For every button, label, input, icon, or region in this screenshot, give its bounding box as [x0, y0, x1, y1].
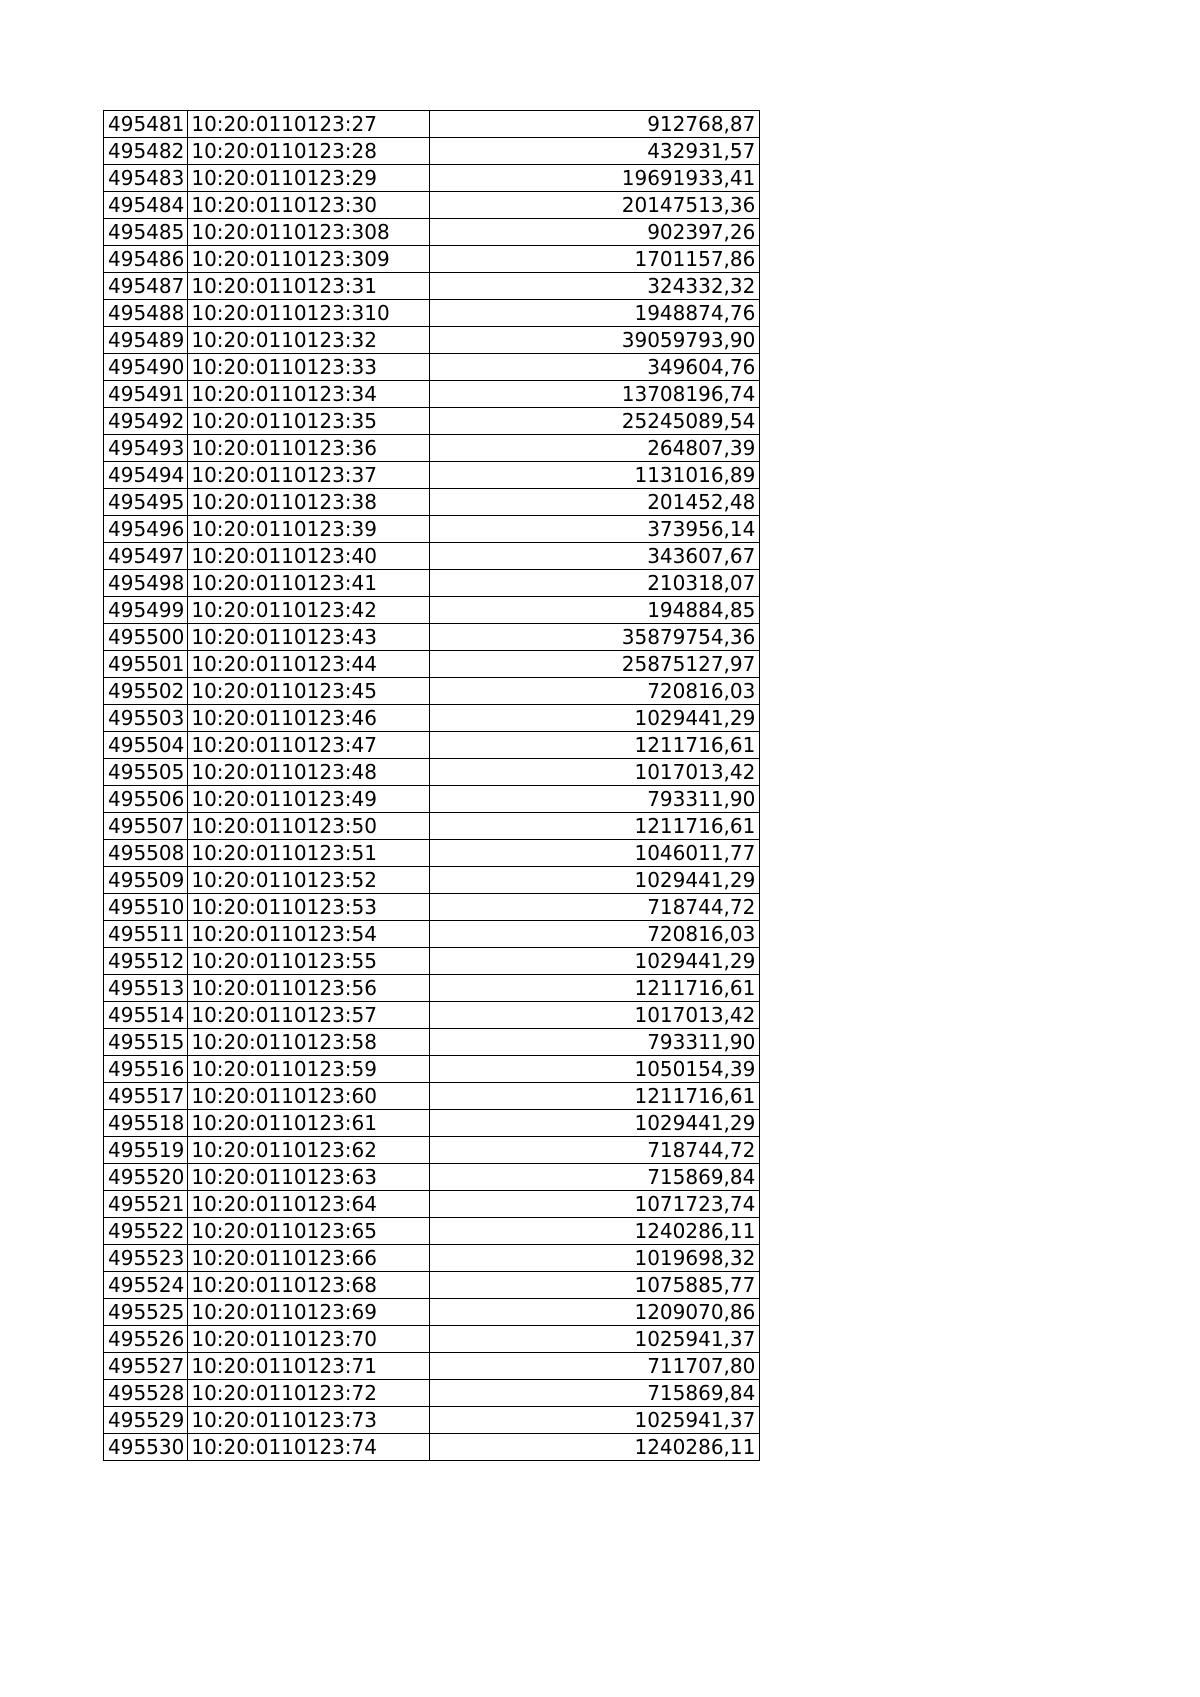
cadastral-number-cell: 10:20:0110123:36 [188, 435, 430, 462]
table-row [104, 597, 760, 624]
row-id-cell: 495500 [104, 624, 188, 651]
cadastral-number-cell: 10:20:0110123:35 [188, 408, 430, 435]
table-row [104, 975, 760, 1002]
cadastral-number-cell: 10:20:0110123:29 [188, 165, 430, 192]
row-id-cell: 495518 [104, 1110, 188, 1137]
table-body [104, 111, 760, 1461]
row-id-cell: 495497 [104, 543, 188, 570]
cadastral-number-cell: 10:20:0110123:72 [188, 1380, 430, 1407]
cadastral-number-cell: 10:20:0110123:53 [188, 894, 430, 921]
value-cell: 720816,03 [430, 921, 760, 948]
row-id-cell: 495519 [104, 1137, 188, 1164]
row-id-cell: 495529 [104, 1407, 188, 1434]
table-row [104, 624, 760, 651]
table-row [104, 1110, 760, 1137]
value-cell: 912768,87 [430, 111, 760, 138]
table-row [104, 1407, 760, 1434]
value-cell: 1240286,11 [430, 1434, 760, 1461]
table-row [104, 1380, 760, 1407]
cadastral-number-cell: 10:20:0110123:74 [188, 1434, 430, 1461]
value-cell: 1131016,89 [430, 462, 760, 489]
table-row [104, 516, 760, 543]
cadastral-number-cell: 10:20:0110123:50 [188, 813, 430, 840]
row-id-cell: 495528 [104, 1380, 188, 1407]
table-row [104, 165, 760, 192]
table-row [104, 111, 760, 138]
value-cell: 432931,57 [430, 138, 760, 165]
value-cell: 264807,39 [430, 435, 760, 462]
row-id-cell: 495504 [104, 732, 188, 759]
row-id-cell: 495481 [104, 111, 188, 138]
value-cell: 373956,14 [430, 516, 760, 543]
row-id-cell: 495492 [104, 408, 188, 435]
cadastral-number-cell: 10:20:0110123:37 [188, 462, 430, 489]
value-cell: 1029441,29 [430, 948, 760, 975]
cadastral-number-cell: 10:20:0110123:66 [188, 1245, 430, 1272]
row-id-cell: 495483 [104, 165, 188, 192]
table-row [104, 1245, 760, 1272]
row-id-cell: 495490 [104, 354, 188, 381]
table-row [104, 219, 760, 246]
cadastral-number-cell: 10:20:0110123:32 [188, 327, 430, 354]
value-cell: 793311,90 [430, 1029, 760, 1056]
cadastral-number-cell: 10:20:0110123:61 [188, 1110, 430, 1137]
table-row [104, 840, 760, 867]
row-id-cell: 495491 [104, 381, 188, 408]
cadastral-number-cell: 10:20:0110123:43 [188, 624, 430, 651]
cadastral-number-cell: 10:20:0110123:27 [188, 111, 430, 138]
row-id-cell: 495516 [104, 1056, 188, 1083]
table-row [104, 381, 760, 408]
cadastral-number-cell: 10:20:0110123:68 [188, 1272, 430, 1299]
value-cell: 1046011,77 [430, 840, 760, 867]
value-cell: 1071723,74 [430, 1191, 760, 1218]
row-id-cell: 495493 [104, 435, 188, 462]
cadastral-number-cell: 10:20:0110123:41 [188, 570, 430, 597]
row-id-cell: 495482 [104, 138, 188, 165]
row-id-cell: 495501 [104, 651, 188, 678]
data-table [103, 110, 760, 1461]
value-cell: 1211716,61 [430, 1083, 760, 1110]
value-cell: 1025941,37 [430, 1407, 760, 1434]
value-cell: 1075885,77 [430, 1272, 760, 1299]
row-id-cell: 495522 [104, 1218, 188, 1245]
cadastral-number-cell: 10:20:0110123:51 [188, 840, 430, 867]
table-row [104, 489, 760, 516]
cadastral-number-cell: 10:20:0110123:45 [188, 678, 430, 705]
cadastral-number-cell: 10:20:0110123:46 [188, 705, 430, 732]
value-cell: 349604,76 [430, 354, 760, 381]
table-row [104, 327, 760, 354]
value-cell: 194884,85 [430, 597, 760, 624]
value-cell: 1029441,29 [430, 1110, 760, 1137]
row-id-cell: 495523 [104, 1245, 188, 1272]
cadastral-number-cell: 10:20:0110123:58 [188, 1029, 430, 1056]
value-cell: 1701157,86 [430, 246, 760, 273]
table-row [104, 1326, 760, 1353]
value-cell: 720816,03 [430, 678, 760, 705]
table-row [104, 813, 760, 840]
cadastral-number-cell: 10:20:0110123:52 [188, 867, 430, 894]
table-row [104, 732, 760, 759]
row-id-cell: 495513 [104, 975, 188, 1002]
table-row [104, 1137, 760, 1164]
cadastral-number-cell: 10:20:0110123:40 [188, 543, 430, 570]
table-row [104, 1164, 760, 1191]
row-id-cell: 495514 [104, 1002, 188, 1029]
cadastral-number-cell: 10:20:0110123:47 [188, 732, 430, 759]
table-row [104, 300, 760, 327]
cadastral-number-cell: 10:20:0110123:34 [188, 381, 430, 408]
row-id-cell: 495520 [104, 1164, 188, 1191]
row-id-cell: 495486 [104, 246, 188, 273]
table-row [104, 354, 760, 381]
row-id-cell: 495507 [104, 813, 188, 840]
table-row [104, 192, 760, 219]
value-cell: 715869,84 [430, 1380, 760, 1407]
table-row [104, 1002, 760, 1029]
row-id-cell: 495505 [104, 759, 188, 786]
table-row [104, 786, 760, 813]
cadastral-number-cell: 10:20:0110123:31 [188, 273, 430, 300]
value-cell: 20147513,36 [430, 192, 760, 219]
value-cell: 718744,72 [430, 1137, 760, 1164]
row-id-cell: 495521 [104, 1191, 188, 1218]
row-id-cell: 495510 [104, 894, 188, 921]
row-id-cell: 495526 [104, 1326, 188, 1353]
value-cell: 25875127,97 [430, 651, 760, 678]
row-id-cell: 495524 [104, 1272, 188, 1299]
cadastral-number-cell: 10:20:0110123:38 [188, 489, 430, 516]
row-id-cell: 495508 [104, 840, 188, 867]
cadastral-number-cell: 10:20:0110123:48 [188, 759, 430, 786]
cadastral-number-cell: 10:20:0110123:310 [188, 300, 430, 327]
row-id-cell: 495527 [104, 1353, 188, 1380]
cadastral-number-cell: 10:20:0110123:56 [188, 975, 430, 1002]
cadastral-number-cell: 10:20:0110123:28 [188, 138, 430, 165]
table-row [104, 1434, 760, 1461]
row-id-cell: 495495 [104, 489, 188, 516]
cadastral-number-cell: 10:20:0110123:59 [188, 1056, 430, 1083]
value-cell: 39059793,90 [430, 327, 760, 354]
row-id-cell: 495488 [104, 300, 188, 327]
cadastral-number-cell: 10:20:0110123:57 [188, 1002, 430, 1029]
cadastral-number-cell: 10:20:0110123:308 [188, 219, 430, 246]
cadastral-number-cell: 10:20:0110123:54 [188, 921, 430, 948]
cadastral-number-cell: 10:20:0110123:63 [188, 1164, 430, 1191]
cadastral-number-cell: 10:20:0110123:69 [188, 1299, 430, 1326]
table-row [104, 921, 760, 948]
table-row [104, 1218, 760, 1245]
value-cell: 715869,84 [430, 1164, 760, 1191]
table-row [104, 867, 760, 894]
value-cell: 1029441,29 [430, 705, 760, 732]
cadastral-number-cell: 10:20:0110123:64 [188, 1191, 430, 1218]
cadastral-number-cell: 10:20:0110123:73 [188, 1407, 430, 1434]
value-cell: 1029441,29 [430, 867, 760, 894]
row-id-cell: 495509 [104, 867, 188, 894]
row-id-cell: 495525 [104, 1299, 188, 1326]
value-cell: 1017013,42 [430, 759, 760, 786]
table-row [104, 1299, 760, 1326]
table-row [104, 678, 760, 705]
cadastral-number-cell: 10:20:0110123:55 [188, 948, 430, 975]
table-row [104, 948, 760, 975]
table-row [104, 759, 760, 786]
cadastral-number-cell: 10:20:0110123:65 [188, 1218, 430, 1245]
row-id-cell: 495512 [104, 948, 188, 975]
table-row [104, 462, 760, 489]
value-cell: 1948874,76 [430, 300, 760, 327]
row-id-cell: 495503 [104, 705, 188, 732]
cadastral-number-cell: 10:20:0110123:44 [188, 651, 430, 678]
value-cell: 19691933,41 [430, 165, 760, 192]
row-id-cell: 495506 [104, 786, 188, 813]
table-row [104, 1029, 760, 1056]
value-cell: 1211716,61 [430, 975, 760, 1002]
cadastral-number-cell: 10:20:0110123:33 [188, 354, 430, 381]
value-cell: 13708196,74 [430, 381, 760, 408]
cadastral-number-cell: 10:20:0110123:70 [188, 1326, 430, 1353]
value-cell: 1050154,39 [430, 1056, 760, 1083]
row-id-cell: 495502 [104, 678, 188, 705]
cadastral-number-cell: 10:20:0110123:62 [188, 1137, 430, 1164]
cadastral-number-cell: 10:20:0110123:49 [188, 786, 430, 813]
value-cell: 343607,67 [430, 543, 760, 570]
value-cell: 718744,72 [430, 894, 760, 921]
row-id-cell: 495485 [104, 219, 188, 246]
value-cell: 1211716,61 [430, 732, 760, 759]
table-row [104, 138, 760, 165]
table-row [104, 1353, 760, 1380]
row-id-cell: 495530 [104, 1434, 188, 1461]
row-id-cell: 495496 [104, 516, 188, 543]
table-row [104, 1191, 760, 1218]
value-cell: 711707,80 [430, 1353, 760, 1380]
value-cell: 1017013,42 [430, 1002, 760, 1029]
value-cell: 1209070,86 [430, 1299, 760, 1326]
value-cell: 1240286,11 [430, 1218, 760, 1245]
table-row [104, 408, 760, 435]
row-id-cell: 495499 [104, 597, 188, 624]
row-id-cell: 495517 [104, 1083, 188, 1110]
cadastral-number-cell: 10:20:0110123:39 [188, 516, 430, 543]
table-row [104, 1083, 760, 1110]
cadastral-number-cell: 10:20:0110123:309 [188, 246, 430, 273]
value-cell: 201452,48 [430, 489, 760, 516]
table-row [104, 246, 760, 273]
value-cell: 902397,26 [430, 219, 760, 246]
value-cell: 324332,32 [430, 273, 760, 300]
table-row [104, 894, 760, 921]
row-id-cell: 495489 [104, 327, 188, 354]
value-cell: 793311,90 [430, 786, 760, 813]
cadastral-number-cell: 10:20:0110123:71 [188, 1353, 430, 1380]
value-cell: 210318,07 [430, 570, 760, 597]
row-id-cell: 495515 [104, 1029, 188, 1056]
row-id-cell: 495494 [104, 462, 188, 489]
table-row [104, 273, 760, 300]
value-cell: 35879754,36 [430, 624, 760, 651]
table-row [104, 705, 760, 732]
table-row [104, 570, 760, 597]
table-row [104, 651, 760, 678]
cadastral-number-cell: 10:20:0110123:42 [188, 597, 430, 624]
cadastral-number-cell: 10:20:0110123:30 [188, 192, 430, 219]
row-id-cell: 495511 [104, 921, 188, 948]
table-row [104, 1056, 760, 1083]
table-row [104, 543, 760, 570]
row-id-cell: 495484 [104, 192, 188, 219]
cadastral-number-cell: 10:20:0110123:60 [188, 1083, 430, 1110]
table-row [104, 1272, 760, 1299]
table-row [104, 435, 760, 462]
value-cell: 1211716,61 [430, 813, 760, 840]
value-cell: 1019698,32 [430, 1245, 760, 1272]
value-cell: 25245089,54 [430, 408, 760, 435]
value-cell: 1025941,37 [430, 1326, 760, 1353]
row-id-cell: 495487 [104, 273, 188, 300]
row-id-cell: 495498 [104, 570, 188, 597]
